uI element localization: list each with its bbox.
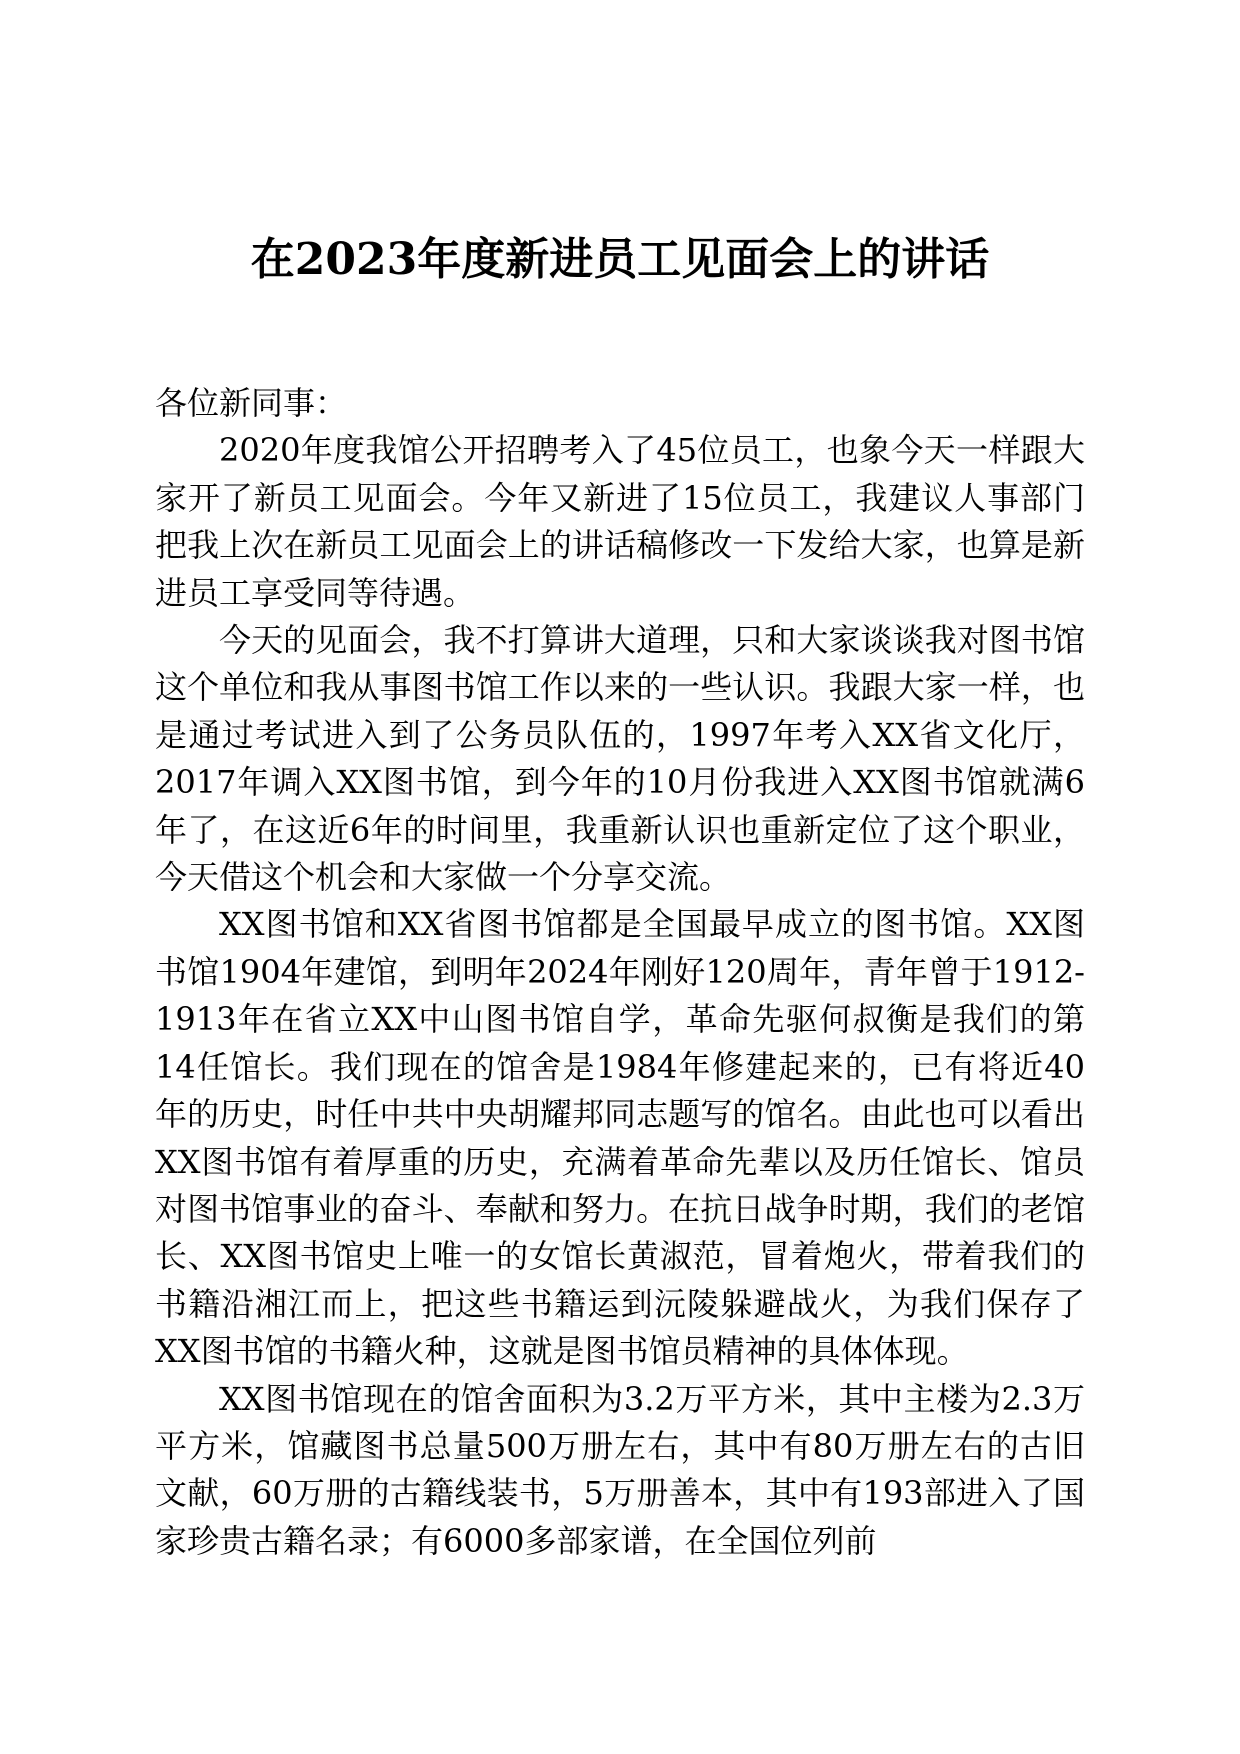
salutation: 各位新同事：: [155, 384, 348, 422]
paragraph-3: XX图书馆和XX省图书馆都是全国最早成立的图书馆。XX图书馆1904年建馆，到明年2024年刚好120周年，青年曾于1912-1913年在省立XX中山图书馆自学，革命先驱何叔衡是我们的第14任馆长。我们现在的馆舍是1984年修建起来的，已有将近40年的历史，时任中共中央胡耀邦同志题写的馆名。由此也可以看出XX图书馆有着厚重的历史，充满着革命先辈以及历任馆长、馆员对图书馆事业的奋斗、奉献和努力。在抗日战争时期，我们的老馆长、XX图书馆史上唯一的女馆长黄淑范，冒着炮火，带着我们的书籍沿湘江而上，把这些书籍运到沅陵躲避战火，为我们保存了XX图书馆的书籍火种，这就是图书馆员精神的具体体现。: [155, 905, 1085, 1371]
paragraph-2: 今天的见面会，我不打算讲大道理，只和大家谈谈我对图书馆这个单位和我从事图书馆工作以来的一些认识。我跟大家一样，也是通过考试进入到了公务员队伍的，1997年考入XX省文化厅，2017年调入XX图书馆，到今年的10月份我进入XX图书馆就满6年了，在这近6年的时间里，我重新认识也重新定位了这个职业，今天借这个机会和大家做一个分享交流。: [155, 621, 1085, 897]
paragraph-1: 2020年度我馆公开招聘考入了45位员工，也象今天一样跟大家开了新员工见面会。今年又新进了15位员工，我建议人事部门把我上次在新员工见面会上的讲话稿修改一下发给大家，也算是新进员工享受同等待遇。: [155, 431, 1085, 612]
document-body: [155, 380, 1085, 1565]
document-title: 在2023年度新进员工见面会上的讲话: [250, 234, 990, 285]
paragraph-4: XX图书馆现在的馆舍面积为3.2万平方米，其中主楼为2.3万平方米，馆藏图书总量500万册左右，其中有80万册左右的古旧文献，60万册的古籍线装书，5万册善本，其中有193部进入了国家珍贵古籍名录；有6000多部家谱，在全国位列前: [155, 1379, 1085, 1560]
